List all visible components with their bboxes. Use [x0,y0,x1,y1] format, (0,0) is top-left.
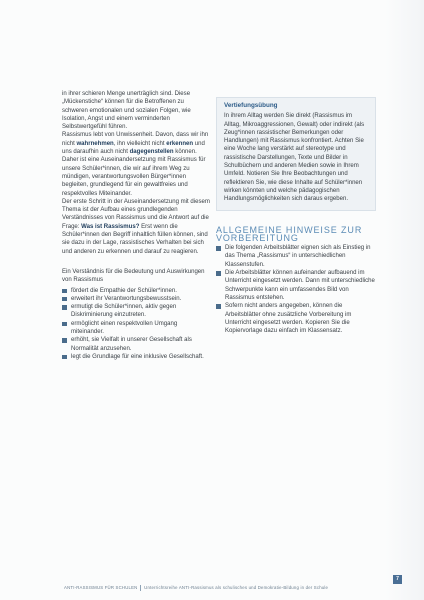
bullet-icon [216,246,221,251]
bullet-icon [62,322,67,327]
bullet-icon [216,271,221,276]
paragraph-intro: in ihrer schieren Menge unerträglich sind. Diese „Mückenstiche“ können für die Betroffenen zu schweren emotionalen und sozialen Folgen, wie Isolation, Angst und einem verminderten Selbstwertgefühl führen. [62,91,191,131]
bullet-icon [62,297,67,302]
paragraph-unwissenheit [62,131,210,197]
text-run: , ihn vielleicht nicht [113,140,167,147]
list-item [62,303,210,320]
list-item [216,244,376,269]
bullet-icon [62,305,67,310]
list-item-text: Die Arbeitsblätter können aufeinander aufbauend im Unterricht eingesetzt werden. Dann mit unterschiedliche Schwerpunkte kann ein umfassendes Bild von Rassismus entstehen. [225,270,375,301]
exercise-box-title: Vertiefungsübung [224,102,278,109]
page-number: 7 [393,575,402,584]
bullet-icon [62,355,67,360]
list-item-text: Sofern nicht anders angegeben, können die Arbeitsblätter ohne zusätzliche Vorbereitung im Unterricht eingesetzt werden. Kopieren Sie die Kopiervorlage dazu einfach im Klassensatz. [225,303,352,335]
list-item-text: legt die Grundlage für eine inklusive Gesellschaft. [71,353,204,360]
list-item [62,295,210,303]
page-edge-shade [385,0,424,600]
left-column [62,90,210,361]
highlight-wahrnehmen: wahrnehmen [76,140,114,147]
bullet-icon [62,289,67,294]
highlight-was-ist-rassismus: Was ist Rassismus? [81,223,140,230]
right-column [216,97,376,335]
bullet-icon [216,304,221,309]
list-item [62,287,210,295]
list-intro: Ein Verständnis für die Bedeutung und Auswirkungen von Rassismus [62,268,205,284]
section-heading: ALLGEMEINE HINWEISE ZUR VORBEREITUNG [216,224,363,243]
text-run: Der erste Schritt in der Auseinandersetzung mit diesem Thema ist der Aufbau eines grundlegenden Verständnisses von Rassismus und die Antwort auf die Frage: [62,198,210,230]
list-item [62,353,210,361]
highlight-erkennen: erkennen [166,140,194,147]
paragraph-erster-schritt [62,198,210,256]
footer-divider [140,585,141,591]
footer-left: ANTI-RASSISMUS FÜR SCHULEN [64,585,138,591]
list-item-text: fördert die Empathie der Schüler*innen. [71,287,177,294]
text-run: und uns daraufhin auch nicht [62,140,205,156]
text-run: Erst wenn die Schüler*innen den Begriff inhaltlich füllen können, sind sie dazu in der Lage, rassistisches Verhalten bei sich und anderen zu erkennen und darauf zu reagieren. [62,223,208,255]
footer-text [64,585,328,591]
list-item-text: erweitert ihr Verantwortungsbewusstsein. [71,295,182,302]
exercise-box [216,97,376,211]
list-item [216,302,376,335]
list-item [62,320,210,337]
list-item-text: ermutigt die Schüler*innen, aktiv gegen Diskriminierung einzutreten. [71,304,177,319]
list-item [62,336,210,353]
page-footer [0,583,424,595]
benefits-list [62,287,210,362]
footer-right: Unterrichtsreihe ANTI-Rassismus als schulisches und Demokratie-Bildung in der Schule [144,585,329,591]
text-run: können. Daher ist eine Auseinandersetzung mit Rassismus für unsere Schüler*innen, die wir auf ihrem Weg zu mündigen, verantwortungsvollen Bürger*innen begleiten, grundlegend für ein gewaltfreies und respektvolles Miteinander. [62,149,206,197]
list-item [216,269,376,302]
bullet-icon [62,338,67,343]
exercise-box-text: In ihrem Alltag werden Sie direkt (Rassismus im Alltag, Mikroaggressionen, Gewalt) oder indirekt (als Zeug*innen rassistischer Bemerkungen oder Handlungen) mit Rassismus konfrontiert. Achten Sie eine Woche lang verstärkt auf stereotype und rassistische Darstellungen, Texte und Bilder in Schulbüchern und anderen Medien sowie in Ihrem Umfeld. Notieren Sie Ihre Beobachtungen und reflektieren Sie, wie diese Inhalte auf Schüler*innen wirken könnten und welche pädagogischen Handlungsmöglichkeiten sich daraus ergeben. [224,113,365,203]
list-item-text: erhöht, sie Vielfalt in unserer Gesellschaft als Normalität anzusehen. [71,337,192,352]
text-run: Rassismus lebt von Unwissenheit. Davon, dass wir ihn nicht [62,132,209,147]
highlight-dagegenstellen: dagegenstellen [129,149,174,156]
preparation-list [216,244,376,335]
list-item-text: ermöglicht einen respektvollen Umgang miteinander. [71,320,178,336]
list-item-text: Die folgenden Arbeitsblätter eignen sich als Einstieg in das Thema „Rassismus“ in unterschiedlichen Klassenstufen. [225,245,371,268]
